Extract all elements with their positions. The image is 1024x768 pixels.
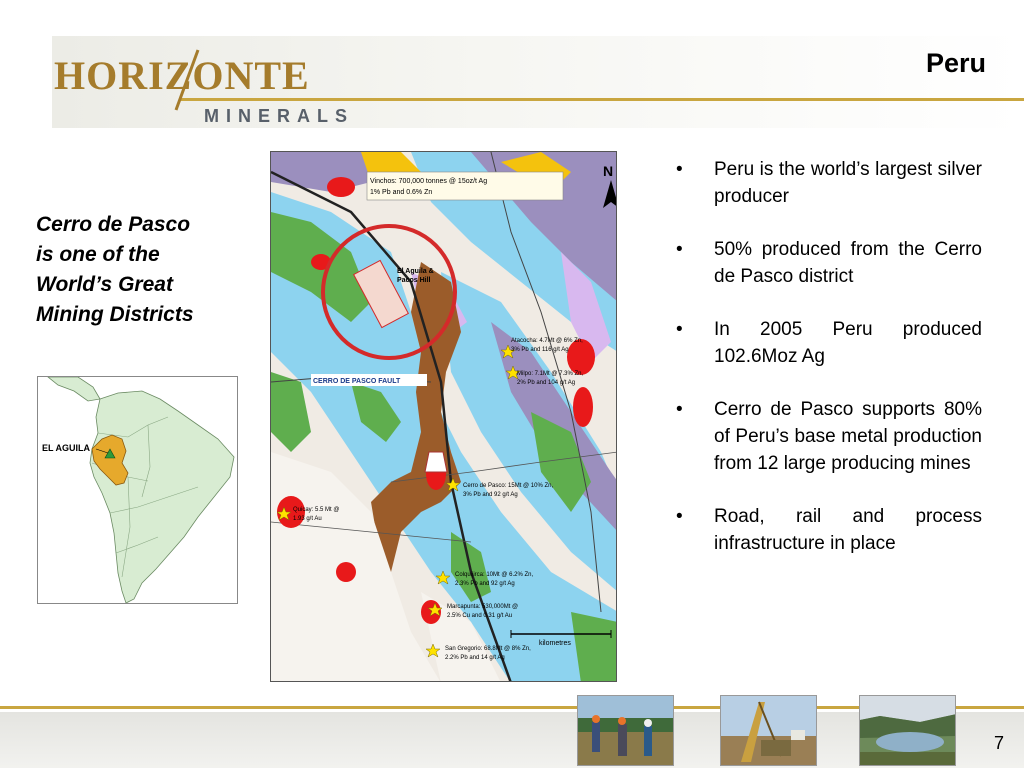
colquijirca-label: 2.3% Pb and 92 g/t Ag <box>455 581 515 587</box>
logo-subtitle: MINERALS <box>204 106 354 126</box>
bullet-symbol: • <box>676 319 683 340</box>
field-crew-photo <box>577 695 674 766</box>
logo-z-swoosh-icon <box>168 44 208 116</box>
south-america-inset-map <box>37 376 238 604</box>
bullet-text: In 2005 Peru produced 102.6Moz Ag <box>714 319 982 367</box>
milpo-label: 2% Pb and 104 g/t Ag <box>517 380 576 386</box>
geological-map <box>270 151 617 682</box>
drill-rig-photo <box>720 695 817 766</box>
caption-line: Mining Districts <box>36 303 194 326</box>
atacocha-label: 3% Pb and 116 g/t Ag <box>511 347 569 353</box>
milpo-label: Milpo: 7.1Mt @ 7.3% Zn, <box>517 371 584 377</box>
bullet-item <box>672 236 982 290</box>
el-aguila-label: Pacos Hill <box>397 277 431 284</box>
bullet-item <box>672 396 982 477</box>
bullet-text: 50% produced from the Cerro de Pasco district <box>714 239 982 287</box>
slide-title: Peru <box>925 48 986 78</box>
vinchos-label: Vinchos: 700,000 tonnes @ 15oz/t Ag <box>370 178 488 185</box>
colquijirca-label: Colquijirca: 10Mt @ 6.2% Zn, <box>455 572 534 578</box>
marcapunta-label: Marcapunta: 530,000Mt @ <box>447 604 519 610</box>
cerro-de-pasco-label: Cerro de Pasco: 15Mt @ 10% Zn, <box>463 483 554 489</box>
caption-line: is one of the <box>36 243 160 266</box>
south-america-map-graphic <box>38 377 238 604</box>
san-gregorio-label: 2.2% Pb and 14 g/t Ag <box>445 655 505 661</box>
marcapunta-label: 2.5% Cu and 0.31 g/t Au <box>447 613 513 619</box>
geological-map-graphic <box>271 152 617 682</box>
quicay-label: Quicay: 5.5 Mt @ <box>293 507 340 513</box>
bullet-symbol: • <box>676 239 683 260</box>
bullet-symbol: • <box>676 506 683 527</box>
horizonte-minerals-logo <box>52 36 372 128</box>
logo-wordmark: HORIZONTE <box>54 53 310 98</box>
bullet-text: Cerro de Pasco supports 80% of Peru’s base metal production from 12 large producing mines <box>714 399 982 474</box>
bullet-text: Peru is the world’s largest silver producer <box>714 159 982 207</box>
el-aguila-label: El Aguila & <box>397 268 434 275</box>
bullet-text: Road, rail and process infrastructure in place <box>714 506 982 554</box>
scale-label: kilometres <box>539 640 571 647</box>
inset-map-label: EL AGUILA <box>42 443 91 453</box>
atacocha-label: Atacocha: 4.7Mt @ 6% Zn, <box>511 338 583 344</box>
quicay-label: 1.93 g/t Au <box>293 516 322 522</box>
bullet-item <box>672 316 982 370</box>
page-number: 7 <box>993 733 1004 753</box>
bullet-item <box>672 503 982 557</box>
north-label: N <box>603 163 614 179</box>
bullet-symbol: • <box>676 159 683 180</box>
caption-line: Cerro de Pasco <box>36 213 191 236</box>
landscape-lake-photo <box>859 695 956 766</box>
bullet-item <box>672 156 982 210</box>
cerro-de-pasco-label: 3% Pb and 92 g/t Ag <box>463 492 518 498</box>
bullet-symbol: • <box>676 399 683 420</box>
fault-label: CERRO DE PASCO FAULT <box>313 378 401 385</box>
san-gregorio-label: San Gregorio: 68.8Mt @ 8% Zn, <box>445 646 531 652</box>
caption-line: World’s Great <box>36 273 173 296</box>
caption <box>36 210 246 330</box>
bullet-list <box>672 156 982 583</box>
vinchos-label: 1% Pb and 0.6% Zn <box>370 189 433 196</box>
